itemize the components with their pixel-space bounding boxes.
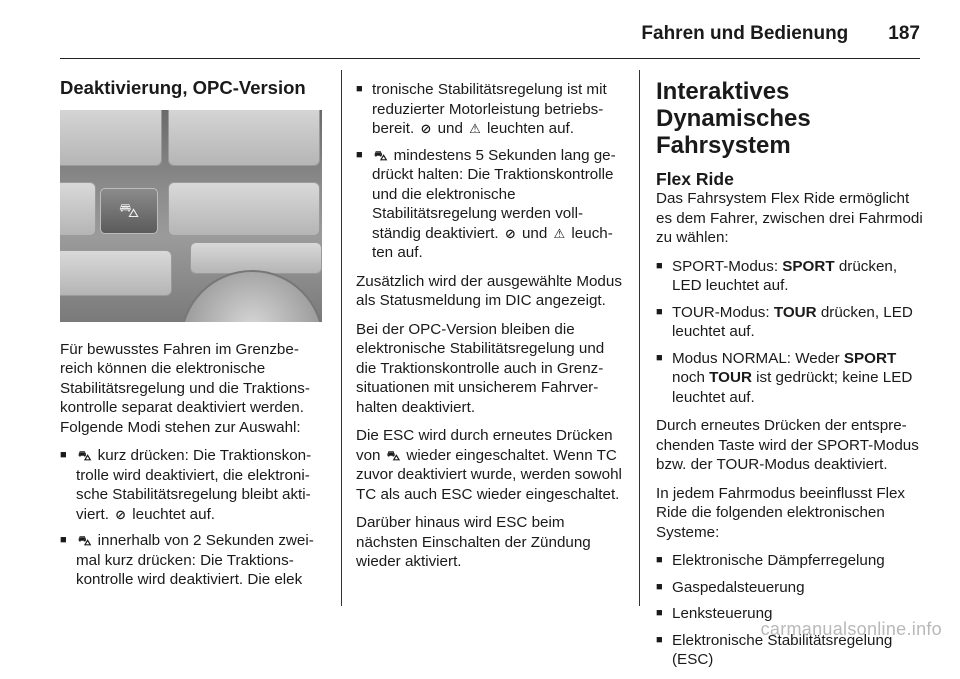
paragraph: Durch erneutes Drücken der entsprechenden Taste wird der SPORT-Modus bzw. der TOUR-Modus deaktiviert. — [656, 417, 919, 473]
drive-mode-list — [656, 257, 924, 408]
list-item: ■ Gaspedalsteuerung — [656, 578, 924, 598]
tc-off-icon: ⊘ — [504, 225, 516, 241]
list-item-text: leuchtet auf. — [128, 505, 216, 523]
paragraph-text: Die ESC wird durch erneutes Drücken von — [356, 427, 613, 464]
intro-paragraph: Das Fahrsystem Flex Ride ermöglicht es dem Fahrer, zwischen drei Fahrmodi zu wählen: — [656, 190, 923, 246]
photo-button — [190, 242, 322, 274]
esc-button-photo — [60, 110, 322, 322]
list-item: ■ Lenksteuerung — [656, 604, 924, 624]
list-item-text: ist gedrückt; keine LED leuchtet auf. — [672, 369, 913, 406]
photo-button — [168, 182, 320, 236]
tc-off-icon: ⊘ — [420, 121, 432, 136]
column-2 — [356, 80, 624, 581]
list-item: ■ Elektronische Dämpferregelung — [656, 551, 924, 571]
mode-list — [60, 446, 326, 590]
list-item-continued — [356, 80, 624, 139]
paragraph: In jedem Fahrmodus beeinflusst Flex Ride die folgenden elektronischen Systeme: — [656, 484, 906, 541]
paragraph: Zusätzlich wird der ausgewählte Modus als Statusmeldung im DIC angezeigt. — [356, 272, 622, 309]
list-item: ■ Elektronische Stabilitätsregelung (ESC) — [656, 631, 924, 670]
section-heading: Interaktives Dynamisches Fahrsystem — [656, 78, 811, 159]
list-item-text: und — [433, 120, 468, 137]
list-item — [656, 349, 924, 408]
page-number: 187 — [888, 23, 920, 44]
list-item-text: Modus NORMAL: Weder — [672, 349, 844, 367]
car-skid-off-icon: ⛍ — [374, 147, 388, 163]
mode-list-continued — [356, 80, 624, 263]
page-header — [60, 18, 920, 50]
header-rule — [60, 58, 920, 59]
column-divider-2 — [639, 70, 640, 606]
list-item-text: mindestens 5 Sekunden lang gedrückt halten: Die Traktionskontrolle und die elektronische Stabilitätsregelung werden vollständig deaktiviert. — [372, 146, 616, 242]
photo-knob — [180, 270, 322, 322]
photo-button — [60, 250, 172, 296]
list-item-text: TOUR-Modus: — [672, 303, 774, 321]
column-3 — [656, 70, 924, 679]
paragraph: Bei der OPC-Version bleiben die elektronische Stabilitätsregelung und die Traktionskontrolle auch in Grenzsituationen mit unsicherem Fahrverhalten deaktiviert. — [356, 320, 605, 416]
column-1 — [60, 70, 326, 599]
subsection-heading: Flex Ride — [656, 169, 734, 189]
tc-off-icon: ⊘ — [115, 506, 127, 522]
intro-paragraph: Für bewusstes Fahren im Grenzbereich können die elektronische Stabilitätsregelung und die Traktionskontrolle separat deaktiviert werden. Folgende Modi stehen zur Auswahl: — [60, 340, 310, 436]
car-skid-off-icon: ⛍ — [100, 188, 158, 234]
list-item-text: drücken, LED leuchtet auf. — [672, 303, 913, 340]
watermark: carmanualsonline.info — [760, 619, 942, 639]
section-heading: Deaktivierung, OPC-Version — [60, 77, 306, 98]
button-label: SPORT — [843, 349, 897, 367]
list-item-text: leuchten auf. — [482, 120, 574, 137]
paragraph-text: wieder eingeschaltet. Wenn TC zuvor deaktiviert wurde, werden sowohl TC als auch ESC wieder eingeschaltet. — [356, 446, 622, 503]
list-item — [356, 146, 624, 263]
photo-button — [60, 182, 96, 236]
esc-off-icon: ⚠ — [553, 225, 566, 241]
car-skid-off-icon: ⛍ — [386, 447, 401, 463]
paragraph: Darüber hinaus wird ESC beim nächsten Einschalten der Zündung wieder aktiviert. — [356, 514, 591, 570]
photo-button — [60, 110, 162, 166]
chapter-title: Fahren und Bedienung — [641, 23, 849, 44]
column-divider-1 — [341, 70, 342, 606]
list-item-text: tronische Stabilitätsregelung ist mit reduzierter Motorleistung betriebsbereit. — [372, 81, 607, 137]
list-item — [60, 446, 326, 524]
list-item-text: innerhalb von 2 Sekunden zweimal kurz drücken: Die Traktionskontrolle wird deaktiviert. Die elek — [76, 532, 314, 588]
button-label: TOUR — [773, 303, 817, 321]
list-item-text: leuchten auf. — [372, 224, 613, 261]
list-item — [656, 257, 924, 296]
list-item-text: SPORT-Modus: — [672, 257, 783, 275]
car-skid-off-icon: ⛍ — [78, 448, 92, 463]
paragraph — [356, 426, 624, 504]
button-label: TOUR — [709, 369, 752, 386]
systems-list — [656, 551, 924, 670]
list-item-text: und — [517, 224, 552, 242]
list-item — [60, 531, 326, 590]
photo-button — [168, 110, 320, 166]
button-label: SPORT — [782, 257, 835, 275]
list-item-text: kurz drücken: Die Traktionskontrolle wird deaktiviert, die elektronische Stabilitätsregelung bleibt aktiviert. — [76, 447, 312, 523]
list-item — [656, 303, 924, 342]
list-item-text: noch — [672, 369, 710, 386]
esc-off-icon: ⚠ — [469, 121, 481, 136]
list-item-text: drücken, LED leuchtet auf. — [672, 257, 898, 294]
car-skid-off-icon: ⛍ — [78, 533, 92, 548]
